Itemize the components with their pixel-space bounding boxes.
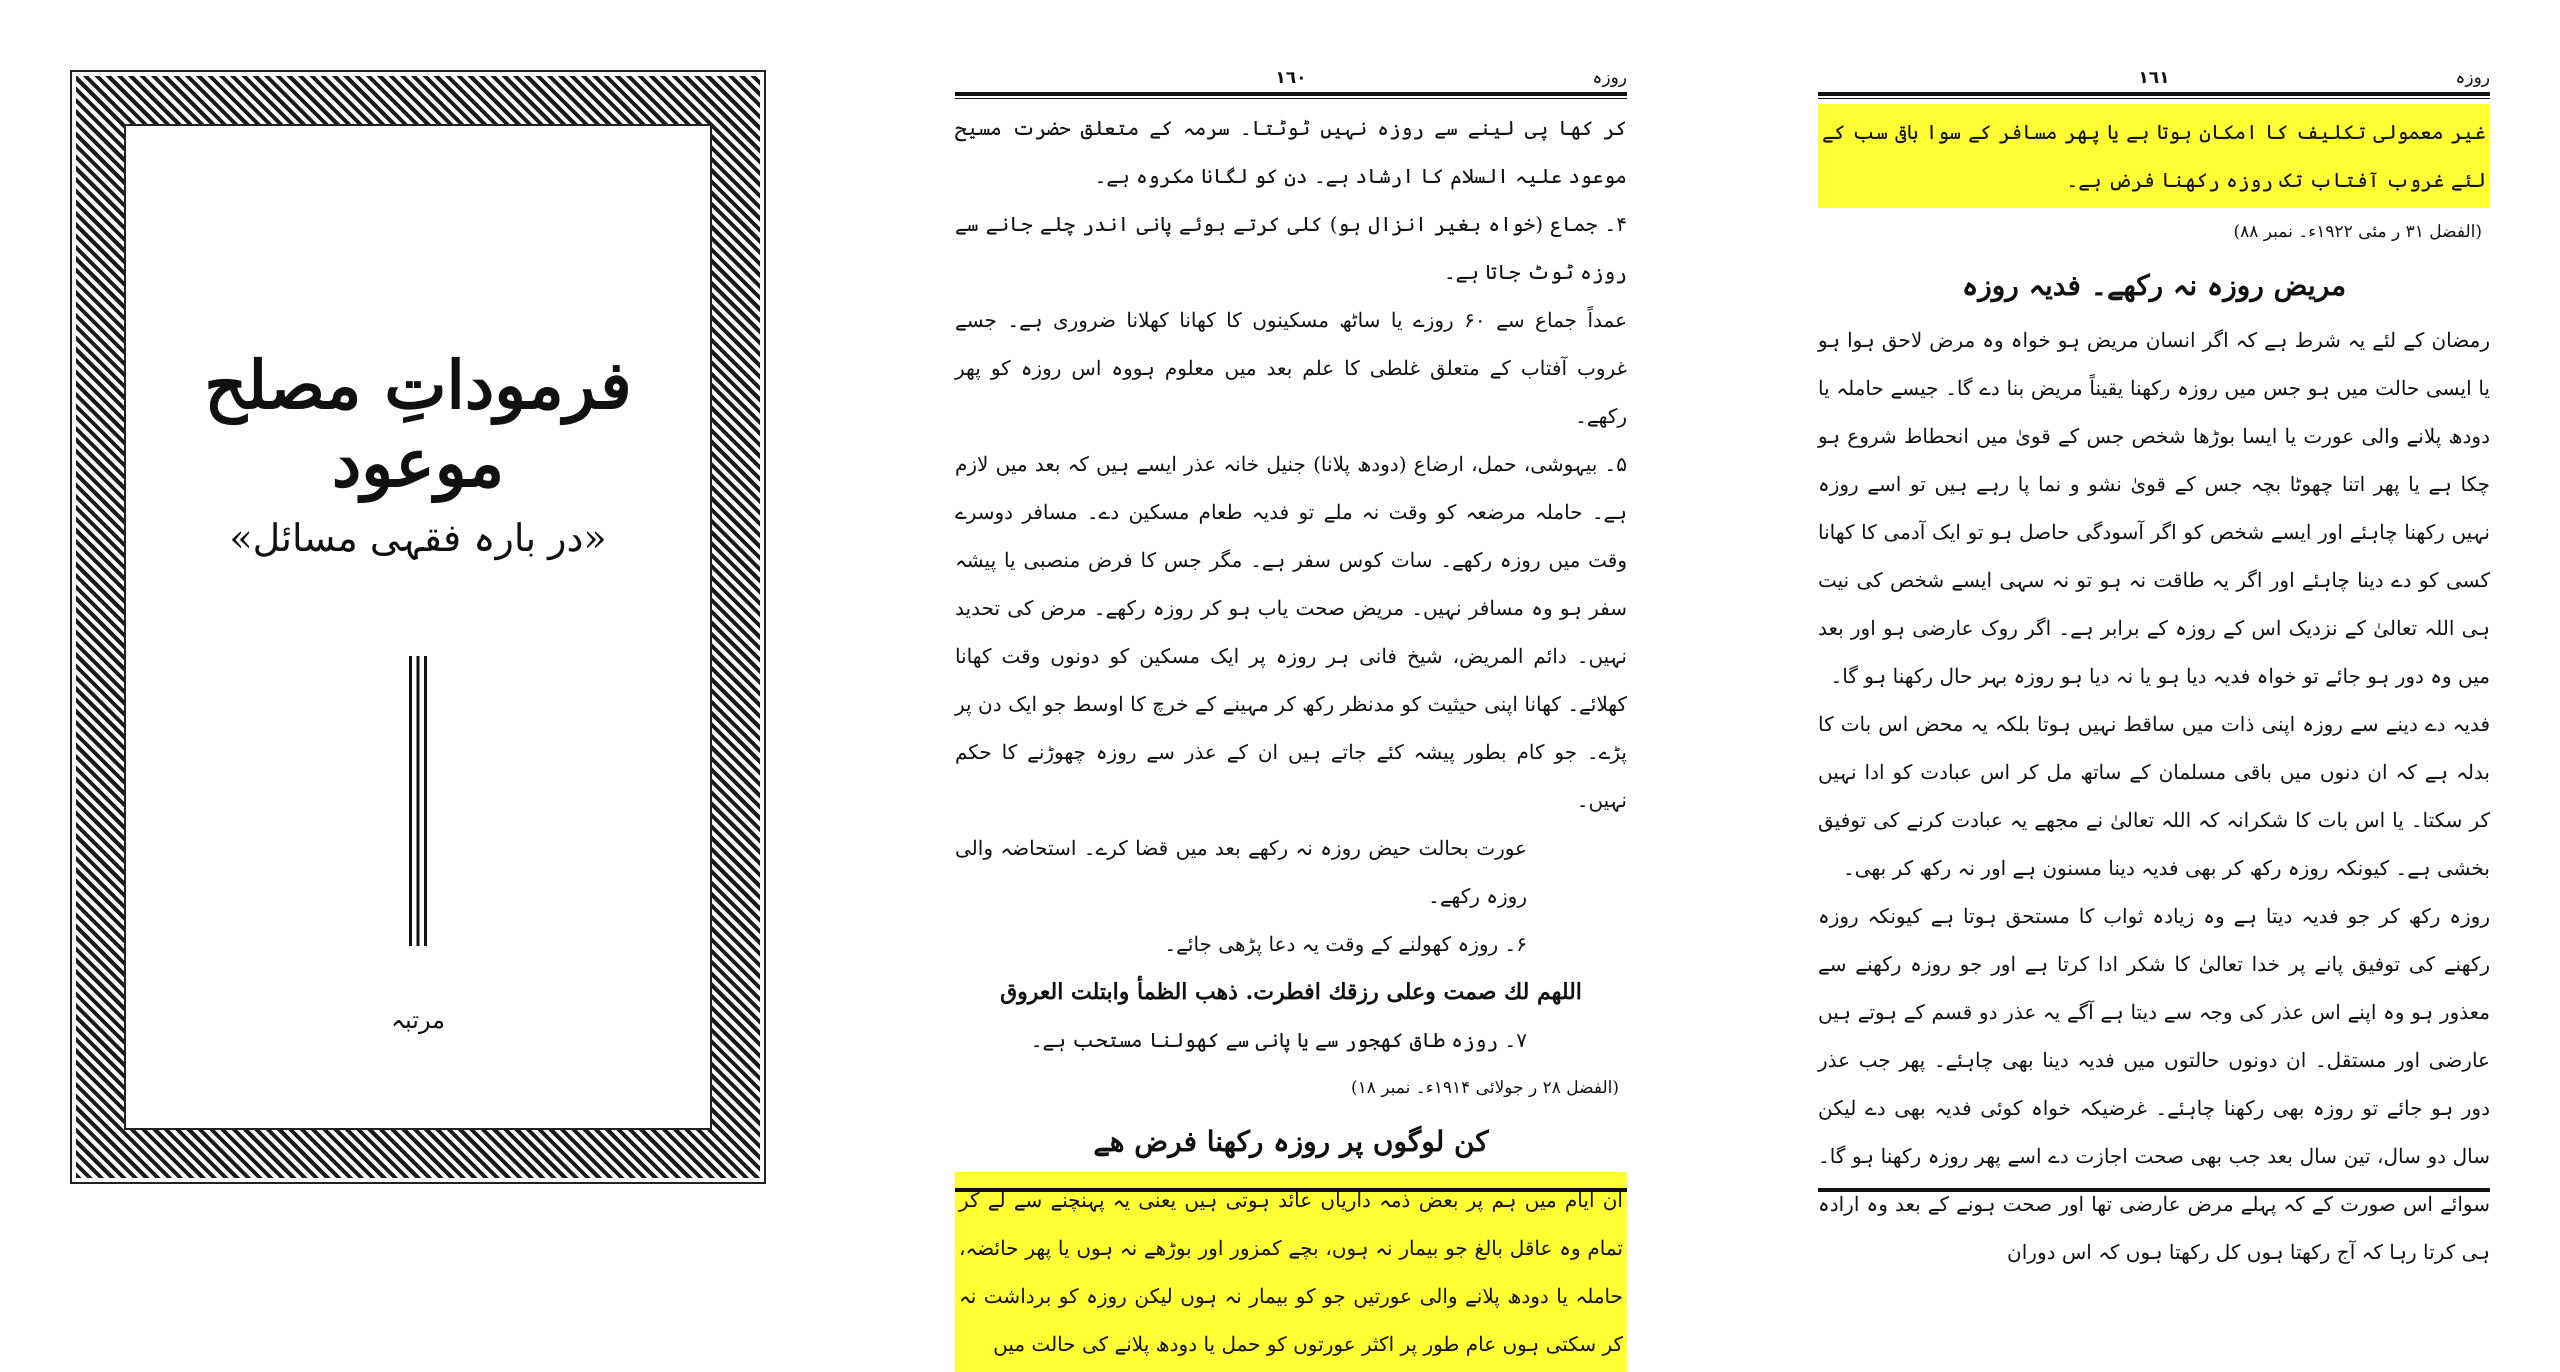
book-title: فرموداتِ مصلح موعود — [204, 346, 632, 502]
page-160 — [955, 0, 1628, 1356]
footer-rule — [1818, 1188, 2490, 1192]
compiler-label: مرتبہ — [390, 1006, 446, 1034]
cover-page — [0, 0, 850, 1247]
paragraph: ۷۔ روزہ طاق کھجور سے یا پانی سے کھولنا مستحب ہے۔ — [1030, 1028, 1527, 1052]
page-body — [1818, 104, 2491, 1264]
reference-citation: (الفضل ۳۱ ر مئی ۱۹۲۲ء۔ نمبر ۸۸) — [2233, 222, 2482, 242]
paragraph: ۵۔ بیہوشی، حمل، ارضاع (دودھ پلانا) جنیل خانہ عذر ایسے ہیں کہ بعد میں لازم ہے۔ حاملہ مرضعہ کو وقت نہ ملے تو فدیہ طعام مسکین دے۔ مسافر دوسرے وقت میں روزہ رکھے۔ سات کوس سفر ہے۔ مگر جس کا فرض منصبی یا پیشہ سفر ہو وہ مسافر نہیں۔ مریض صحت یاب ہو کر روزہ رکھے۔ مرض کی تحدید نہیں۔ دائم المریض، شیخ فانی ہر روزہ پر ایک مسکین کو دونوں وقت کھانا کھلائے۔ کھانا اپنی حیثیت کو مدنظر رکھ کر مہینے کے خرچ کا اوسط جو ایک دن پر پڑے۔ جو کام بطور پیشہ کئے جاتے ہیں ان کے عذر سے روزہ چھوڑنے کا حکم نہیں۔ — [955, 452, 1627, 812]
paragraph: عورت بحالت حیض روزہ نہ رکھے بعد میں قضا کرے۔ استحاضہ والی روزہ رکھے۔ — [955, 836, 1527, 908]
footer-rule — [955, 1188, 1627, 1192]
running-head — [1818, 58, 2490, 88]
paragraph: فدیہ دے دینے سے روزہ اپنی ذات میں ساقط نہیں ہوتا بلکہ یہ محض اس بات کا بدلہ ہے کہ ان دنوں میں باقی مسلمان کے ساتھ مل کر اس عبادت کو ادا نہیں کر سکتا۔ یا اس بات کا شکرانہ کہ اللہ تعالیٰ نے مجھے یہ عبادت کرنے کی توفیق بخشی ہے۔ کیونکہ روزہ رکھ کر بھی فدیہ دینا مسنون ہے اور نہ رکھ کر بھی۔ — [1818, 712, 2490, 880]
paragraph: ۶۔ روزہ کھولنے کے وقت یہ دعا پڑھی جائے۔ — [1164, 932, 1527, 956]
cover-border-frame — [70, 70, 766, 1184]
paragraph: عمداً جماع سے ۶۰ روزے یا ساٹھ مسکینوں کا کھانا کھلانا ضروری ہے۔ جسے غروب آفتاب کے متعلق غلطی کا علم بعد میں معلوم ہووہ اس روزہ کو پھر رکھے۔ — [955, 308, 1628, 428]
paragraph: کر کھا پی لینے سے روزہ نہیں ٹوٹتا۔ سرمہ کے متعلق حضرت مسیح موعود علیہ السلام کا ارشاد ہے۔ دن کو لگانا مکروہ ہے۔ — [955, 116, 1627, 188]
page-number: ١٦٠ — [1275, 68, 1307, 88]
page-number: ١٦١ — [2138, 68, 2170, 88]
page-161 — [1818, 0, 2491, 1264]
reference-citation: (الفضل ۲۸ ر جولائی ۱۹۱۴ء۔ نمبر ۱۸) — [1350, 1078, 1619, 1098]
arabic-dua: اللهم لك صمت وعلى رزقك افطرت. ذهب الظمأ وابتلت العروق — [1000, 979, 1582, 1005]
highlighted-passage: غیر معمولی تکلیف کا امکان ہوتا ہے یا پھر مسافر کے سوا باقی سب کے لئے غروب آفتاب تک روزہ رکھنا فرض ہے۔ — [1818, 104, 2490, 208]
paragraph: ۴۔ جماع (خواہ بغیر انزال ہو) کلی کرتے ہوئے پانی اندر چلے جانے سے روزہ ٹوٹ جاتا ہے۔ — [955, 212, 1627, 284]
cover-inner-panel — [124, 124, 712, 1130]
book-subtitle: «در بارہ فقہی مسائل» — [229, 516, 607, 560]
paragraph: روزہ رکھ کر جو فدیہ دیتا ہے وہ زیادہ ثواب کا مستحق ہوتا ہے کیونکہ روزہ رکھنے کی توفیق پانے پر خدا تعالیٰ کا شکر ادا کرتا ہے اور جو روزہ رکھنے سے معذور ہو وہ اپنے اس عذر کی وجہ سے دیتا ہے آگے یہ عذر دو قسم کے ہوتے ہیں عارضی اور مستقل۔ ان دونوں حالتوں میں فدیہ دینا بھی چاہئے۔ پھر جب عذر دور ہو جائے تو روزہ بھی رکھنا چاہئے۔ غرضیکہ خواہ کوئی فدیہ بھی دے لیکن سال دو سال، تین سال بعد جب بھی صحت اجازت دے اسے پھر روزہ رکھنا ہو گا۔ سوائے اس صورت کے کہ پہلے مرض عارضی تھا اور صحت ہونے کے بعد وہ ارادہ ہی کرتا رہا کہ آج رکھتا ہوں کل رکھتا ہوں کہ اس دوران — [1818, 904, 2491, 1264]
running-head — [955, 58, 1627, 88]
highlighted-passage: ان ایام میں ہم پر بعض ذمہ داریاں عائد ہوتی ہیں یعنی یہ پہنچنے سے لے کر تمام وہ عاقل بالغ جو بیمار نہ ہوں، بچے کمزور اور بوڑھے نہ ہوں یا پھر حائضہ، حاملہ یا دودھ پلانے والی عورتیں جو کو بیمار نہ ہوں لیکن روزہ کو برداشت نہ کر سکتی ہوں عام طور پر اکثر عورتوں کو حمل یا دودھ پلانے کی حالت میں — [955, 1172, 1627, 1372]
header-rule — [1818, 92, 2490, 99]
decorative-vertical-rule — [409, 656, 427, 946]
section-heading: مریض روزہ نہ رکھے۔ فدیہ روزہ — [1961, 269, 2347, 302]
page-body — [955, 104, 1628, 1356]
paragraph: رمضان کے لئے یہ شرط ہے کہ اگر انسان مریض ہو خواہ وہ مرض لاحق ہوا ہو یا ایسی حالت میں ہو جس میں روزہ رکھنا یقیناً مریض بنا دے گا۔ جیسے حاملہ یا دودھ پلانے والی عورت یا ایسا بوڑھا شخص جس کے قویٰ میں انحطاط شروع ہو چکا ہے یا پھر اتنا چھوٹا بچہ جس کے قویٰ نشو و نما پا رہے ہیں تو اسے روزہ نہیں رکھنا چاہئے اور ایسے شخص کو اگر آسودگی حاصل ہو تو ایک آدمی کا کھانا کسی کو دے دینا چاہئے اور اگر یہ طاقت نہ ہو تو نہ سہی ایسے شخص کی نیت ہی اللہ تعالیٰ کے نزدیک اس کے روزہ کے برابر ہے۔ اگر روک عارضی ہو اور بعد میں وہ دور ہو جائے تو خواہ فدیہ دیا ہو یا نہ دیا ہو روزہ بہر حال رکھنا ہو گا۔ — [1818, 328, 2490, 688]
section-title: روزہ — [1592, 68, 1627, 88]
section-heading: کن لوگوں پر روزہ رکھنا فرض ھے — [1093, 1125, 1489, 1158]
section-title: روزہ — [2455, 68, 2490, 88]
header-rule — [955, 92, 1627, 99]
